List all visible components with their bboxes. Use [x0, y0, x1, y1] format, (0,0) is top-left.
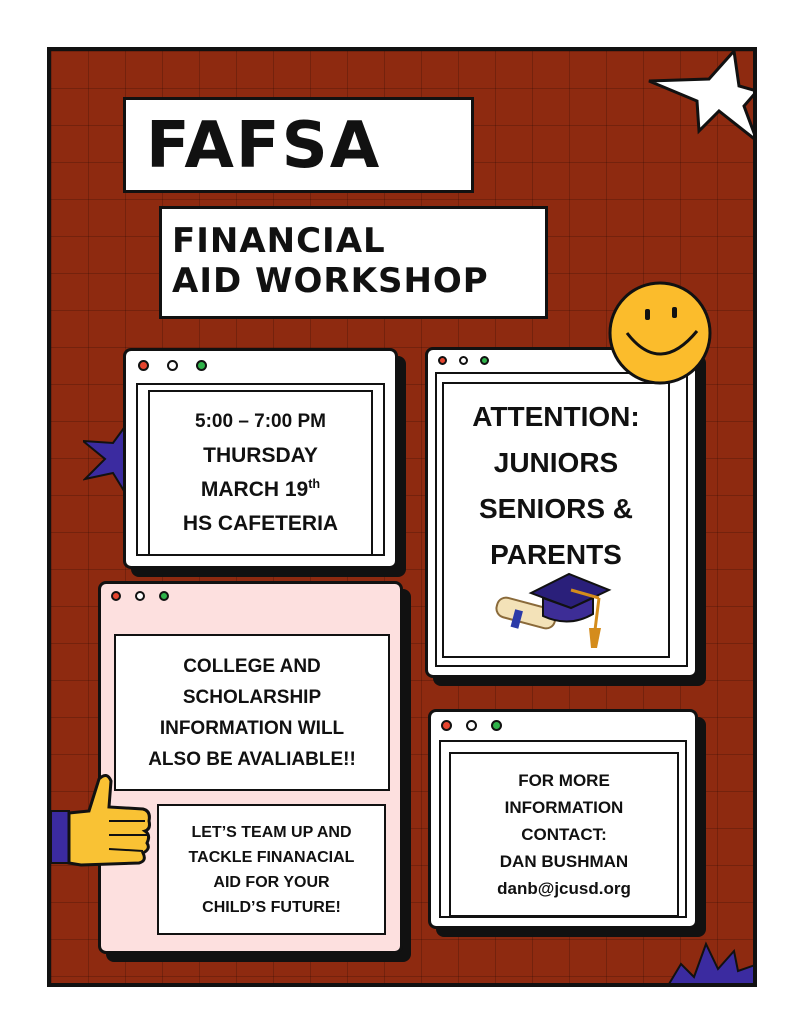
minimize-dot [466, 720, 477, 731]
window-controls [438, 356, 489, 365]
event-details-window [123, 348, 398, 569]
workshop-subtitle [159, 206, 548, 319]
page-title: FAFSA [123, 97, 474, 193]
poster [47, 47, 757, 987]
window-controls [138, 360, 207, 371]
close-dot [441, 720, 452, 731]
team-line: AID FOR YOUR [213, 873, 330, 891]
maximize-dot [480, 356, 489, 365]
contact-line: FOR MORE [518, 771, 610, 790]
college-info-text [114, 634, 390, 791]
team-line: TACKLE FINANACIAL [188, 848, 355, 866]
college-info-window [98, 581, 403, 954]
team-line: LET’S TEAM UP AND [191, 823, 352, 841]
contact-email: danb@jcusd.org [497, 879, 631, 898]
minimize-dot [459, 356, 468, 365]
smiley-icon [605, 281, 715, 386]
team-up-text [157, 804, 386, 935]
audience-line: ATTENTION: [472, 401, 640, 432]
event-details [148, 390, 373, 556]
audience-line: PARENTS [490, 539, 622, 570]
event-day: THURSDAY [203, 444, 318, 467]
thumbs-up-icon [51, 771, 151, 876]
close-dot [438, 356, 447, 365]
contact-line: INFORMATION [504, 798, 624, 817]
event-date: MARCH 19th [200, 477, 321, 501]
window-controls [441, 720, 502, 731]
info-line: SCHOLARSHIP [182, 686, 322, 708]
maximize-dot [196, 360, 207, 371]
contact-window [428, 709, 698, 929]
close-dot [138, 360, 149, 371]
event-location: HS CAFETERIA [182, 512, 339, 535]
minimize-dot [135, 591, 145, 601]
maximize-dot [491, 720, 502, 731]
contact-line: CONTACT: [521, 825, 607, 844]
starburst-icon [639, 51, 757, 151]
info-line: ALSO BE AVALIABLE!! [148, 748, 356, 770]
event-time: 5:00 – 7:00 PM [195, 411, 326, 432]
audience-line: JUNIORS [493, 447, 619, 478]
contact-text [449, 752, 679, 917]
close-dot [111, 591, 121, 601]
team-line: CHILD’S FUTURE! [202, 898, 341, 916]
maximize-dot [159, 591, 169, 601]
graduation-cap-icon [491, 568, 616, 653]
subtitle-line: AID WORKSHOP [172, 261, 489, 301]
minimize-dot [167, 360, 178, 371]
info-line: INFORMATION WILL [159, 717, 345, 739]
starburst-icon [666, 939, 757, 987]
audience-line: SENIORS & [478, 493, 634, 524]
subtitle-line: FINANCIAL [172, 221, 386, 261]
window-controls [111, 591, 169, 601]
contact-name: DAN BUSHMAN [499, 852, 629, 871]
info-line: COLLEGE AND [183, 655, 321, 677]
